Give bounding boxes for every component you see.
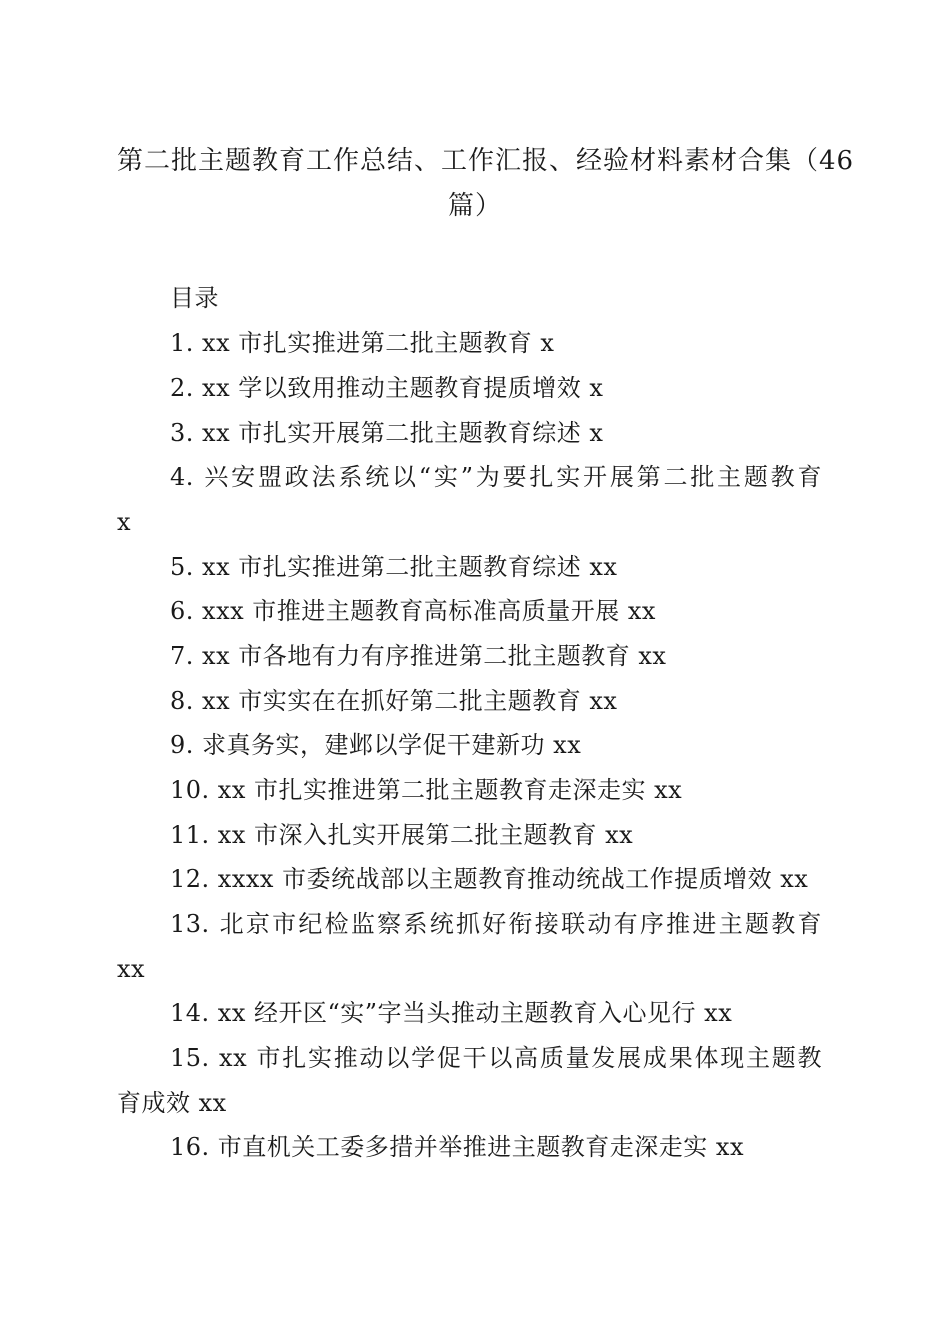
toc-entry: 10. xx 市扎实推进第二批主题教育走深走实 xx [170,776,683,804]
toc-entry: 14. xx 经开区“实”字当头推动主题教育入心见行 xx [170,999,733,1027]
toc-heading: 目录 [170,284,219,312]
toc-entry: 5. xx 市扎实推进第二批主题教育综述 xx [170,553,618,581]
toc-entry: 11. xx 市深入扎实开展第二批主题教育 xx [170,821,634,849]
toc-entry: 3. xx 市扎实开展第二批主题教育综述 x [170,419,604,447]
toc-entry: 13. 北京市纪检监察系统抓好衔接联动有序推进主题教育 [170,910,822,938]
toc-entry: 12. xxxx 市委统战部以主题教育推动统战工作提质增效 xx [170,865,809,893]
toc-entry: 1. xx 市扎实推进第二批主题教育 x [170,329,555,357]
toc-entry: 4. 兴安盟政法系统以“实”为要扎实开展第二批主题教育 [170,463,822,491]
toc-entry-continuation: x [117,508,132,536]
document-title-line-2: 篇） [447,191,502,221]
toc-entry: 6. xxx 市推进主题教育高标准高质量开展 xx [170,597,656,625]
toc-entry: 8. xx 市实实在在抓好第二批主题教育 xx [170,687,618,715]
toc-entry: 15. xx 市扎实推动以学促干以高质量发展成果体现主题教 [170,1044,822,1072]
document-title-line-1: 第二批主题教育工作总结、工作汇报、经验材料素材合集（46 [117,146,855,176]
toc-entry-continuation: 育成效 xx [117,1089,227,1117]
toc-entry: 9. 求真务实，建邺以学促干建新功 xx [170,731,582,759]
toc-entry: 2. xx 学以致用推动主题教育提质增效 x [170,374,604,402]
toc-entry: 16. 市直机关工委多措并举推进主题教育走深走实 xx [170,1133,744,1161]
toc-entry-continuation: xx [117,955,146,983]
toc-entry: 7. xx 市各地有力有序推进第二批主题教育 xx [170,642,667,670]
